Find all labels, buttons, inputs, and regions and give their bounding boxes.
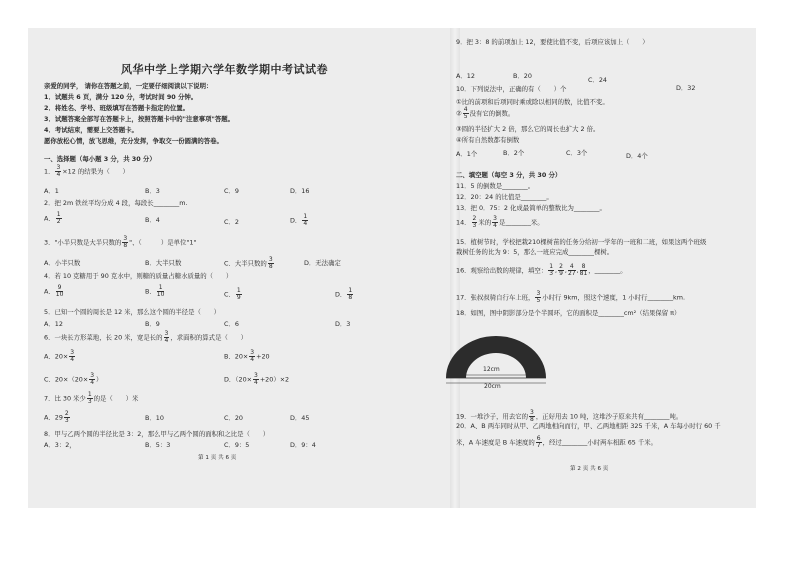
exam-sheet xyxy=(28,28,756,508)
option: B．5：3 xyxy=(145,441,171,449)
option: A．小半只数 xyxy=(44,259,81,267)
option: D．9：4 xyxy=(290,441,316,449)
option: B．9 xyxy=(145,320,160,328)
instruction-item: 3．试题答案全部写在答题卡上，按照答题卡中的"注意事项"答题。 xyxy=(44,115,235,123)
option: D．32 xyxy=(676,84,696,92)
option: C．2 xyxy=(224,218,239,226)
option: D．16 xyxy=(290,187,310,195)
question-16: 16．观察给出数的规律，填空： $\frac{1}{3}$ , $\frac{2}{9}$ , $\frac{4}{27}$ , $\frac{8}{81}$ ，________。 xyxy=(456,263,627,277)
question-20-line-2: 米，A 车速度是 B 车速度的 $\frac{6}{7}$ ，经过________小时两车相距 65 千米。 xyxy=(456,435,658,449)
option: D． $\frac{1}{8}$ xyxy=(335,287,353,301)
statement: ④所有自然数都有倒数 xyxy=(456,136,520,144)
question-15: 15．植树节时，学校把栽210棵树苗的任务分给初一学年的一班和二班，如果这两个班级 xyxy=(456,238,707,246)
question-12: 12．20：24 的比值是________。 xyxy=(456,193,553,201)
option: D． $\frac{1}{4}$ xyxy=(290,213,308,227)
question-15-line-2: 栽树任务的比为 9：5，那么一班应完成________棵树。 xyxy=(456,248,614,256)
option: A．12 xyxy=(456,72,475,80)
instruction-item: 2．将姓名、学号、班级填写在答题卡指定的位置。 xyxy=(44,104,190,112)
instruction-item: 1．试题共 6 页，满分 120 分，考试时间 90 分钟。 xyxy=(44,93,198,101)
instruction-item: 4．考试结束，需要上交答题卡。 xyxy=(44,126,138,134)
option: B．20× $\frac{3}{4}$ +20 xyxy=(224,349,270,363)
statement: ①比的前项和后项同时乘或除以相同的数，比值不变。 xyxy=(456,98,609,106)
section-heading: 二、填空题（每空 3 分，共 30 分） xyxy=(456,171,562,179)
statement: ③圆的半径扩大 2 倍，那么它的周长也扩大 2 倍。 xyxy=(456,125,600,133)
page-footer-left: 第 1 页 共 6 页 xyxy=(198,455,237,461)
option: C． $\frac{1}{9}$ xyxy=(224,287,241,301)
section-heading: 一、选择题（每小题 3 分，共 30 分） xyxy=(44,155,156,163)
question-2: 2．把 2m 铁丝平均分成 4 段，每段长________m. xyxy=(44,199,188,207)
page-footer-right: 第 2 页 共 6 页 xyxy=(570,466,609,472)
question-20: 20．A、B 两车同时从甲、乙两地相向而行，甲、乙两地相距 325 千米，A 车每小时行 60 千 xyxy=(456,422,721,430)
option: B．4 xyxy=(145,216,160,224)
question-9: 9．把 3：8 的前项加上 12，要使比值不变，后项应该加上（ ） xyxy=(456,38,649,46)
option: D．3 xyxy=(335,320,351,328)
option: C．20×（20× $\frac{3}{4}$ ） xyxy=(44,372,103,386)
option: D．（20× $\frac{3}{4}$ +20）×2 xyxy=(224,372,290,386)
option: B． $\frac{1}{10}$ xyxy=(145,284,165,298)
question-8: 8．甲与乙两个圆的半径比是 3：2，那么甲与乙两个圆的面积和之比是（ ） xyxy=(44,430,270,438)
question-17: 17．张叔叔骑自行车上班， $\frac{3}{5}$ 小时行 9km，照这个速度，1 小时行________km. xyxy=(456,290,685,304)
option: C．9 xyxy=(224,187,239,195)
option: C．大半只数的 $\frac{3}{8}$ xyxy=(224,256,273,270)
instructions-closing: 愿你放松心情，放飞思维，充分发挥，争取交一份圆满的答卷。 xyxy=(44,137,223,145)
option: B．2个 xyxy=(503,149,525,157)
question-10: 10．下列说法中，正确的有（ ）个 xyxy=(456,85,567,93)
option: B．3 xyxy=(145,187,160,195)
option: D．45 xyxy=(290,414,310,422)
option: B．10 xyxy=(145,414,164,422)
option: A． $\frac{1}{2}$ xyxy=(44,211,61,225)
option: A．29 $\frac{2}{3}$ xyxy=(44,410,69,424)
question-1: 1． $\frac{3}{4}$ ×12 的结果为（ ） xyxy=(44,164,129,178)
option: C．24 xyxy=(588,76,607,84)
question-13: 13．把 0．75：2 化成最简单的整数比为________。 xyxy=(456,204,606,212)
option: A．1个 xyxy=(456,150,478,158)
page-title: 风华中学上学期六学年数学期中考试试卷 xyxy=(121,63,328,76)
question-4: 4．若 10 克糖用于 90 克水中，则糖的质量占糖水质量的（ ） xyxy=(44,272,233,280)
question-14: 14． $\frac{2}{3}$ 米的 $\frac{3}{4}$ 是________米。 xyxy=(456,215,544,229)
option: C．6 xyxy=(224,320,239,328)
option: D．无法确定 xyxy=(304,259,341,267)
option: C．3个 xyxy=(566,149,588,157)
instructions-greeting: 亲爱的同学， 请你在答题之前，一定要仔细阅读以下说明： xyxy=(44,82,213,90)
option: A．3：2， xyxy=(44,441,76,449)
question-18: 18．如图，图中阴影部分是个半圆环，它的面积是________cm²（结果保留 π） xyxy=(456,309,681,317)
question-11: 11．5 的倒数是________。 xyxy=(456,182,535,190)
inner-diameter-label: 12cm xyxy=(483,366,500,373)
option: C．20 xyxy=(224,414,243,422)
question-6: 6．一块长方形菜地，长 20 米，宽是长的 $\frac{3}{4}$ ，求面积的算式是（ ） xyxy=(44,330,248,344)
outer-diameter-label: 20cm xyxy=(484,383,501,390)
statement: ② $\frac{4}{5}$ 没有它的倒数。 xyxy=(456,106,515,120)
option: A． $\frac{9}{10}$ xyxy=(44,284,64,298)
question-7: 7．比 30 米少 $\frac{1}{3}$ 的是（ ）米 xyxy=(44,391,139,405)
question-5: 5．已知一个圆的周长是 12 米，那么这个圆的半径是（ ） xyxy=(44,308,221,316)
question-19: 19．一堆沙子，用去它的 $\frac{3}{8}$ ，正好用去 10 吨，这堆沙子原来共有________吨。 xyxy=(456,409,683,423)
option: A．12 xyxy=(44,320,63,328)
option: B．20 xyxy=(513,72,532,80)
option: D．4个 xyxy=(626,152,648,160)
option: B．大半只数 xyxy=(145,259,182,267)
option: A．1 xyxy=(44,187,59,195)
half-ring-figure xyxy=(444,328,548,388)
question-3: 3．"小半只数是大半只数的 $\frac{3}{8}$ "、（ ）是单位"1" xyxy=(44,235,197,249)
option: C．9：5 xyxy=(224,441,250,449)
option: A．20× $\frac{3}{4}$ xyxy=(44,349,75,363)
